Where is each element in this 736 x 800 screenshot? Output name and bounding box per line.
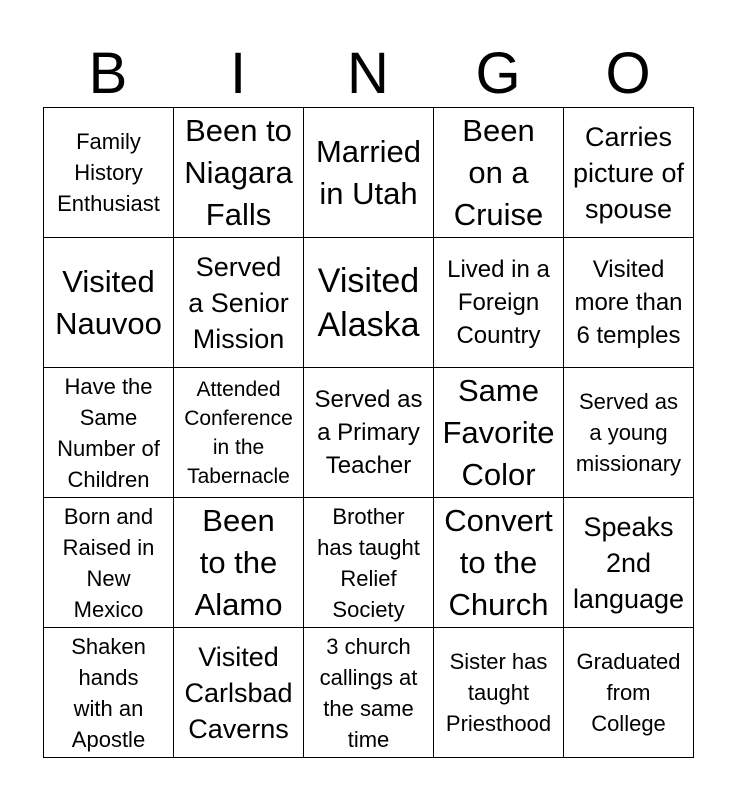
cell-text: Have the Same Number of Children [57,373,160,492]
grid-row [44,628,694,758]
bingo-cell[interactable] [174,628,304,758]
bingo-cell[interactable] [44,628,174,758]
bingo-cell[interactable] [304,108,434,238]
header-letter-i: I [229,41,247,106]
cell-text: Served as a Primary Teacher [314,386,423,479]
bingo-card-grid [43,107,694,758]
cell-text: Speaks 2nd language [572,511,685,614]
cell-text: Been on a Cruise [453,112,544,232]
cell-text: Visited Nauvoo [55,263,162,341]
bingo-header [43,40,693,108]
bingo-cell[interactable] [44,238,174,368]
grid-row [44,108,694,238]
header-letter-n: N [347,41,389,106]
bingo-cell[interactable] [304,238,434,368]
cell-text: Served as a young missionary [575,389,682,476]
bingo-cell[interactable] [174,498,304,628]
bingo-cell[interactable] [434,108,564,238]
cell-text: Served a Senior Mission [188,251,289,354]
header-letter-g: G [475,41,521,106]
bingo-cell[interactable] [174,368,304,498]
cell-text: Married in Utah [315,133,422,211]
cell-text: Carries picture of spouse [572,121,685,224]
bingo-cell[interactable] [174,238,304,368]
cell-text: Been to Niagara Falls [184,112,293,232]
cell-text: Born and Raised in New Mexico [62,503,155,622]
bingo-cell[interactable] [564,498,694,628]
cell-text: Been to the Alamo [194,502,283,622]
header-letter-o: O [605,41,651,106]
cell-text: Visited Alaska [317,261,420,344]
bingo-cell[interactable] [304,498,434,628]
bingo-cell[interactable] [564,628,694,758]
bingo-cell[interactable] [174,108,304,238]
bingo-cell[interactable] [44,498,174,628]
grid-row [44,238,694,368]
cell-text: Sister has taught Priesthood [445,649,552,736]
bingo-cell[interactable] [44,368,174,498]
cell-text: Visited Carlsbad Caverns [184,641,293,744]
bingo-cell[interactable] [564,368,694,498]
cell-text: Brother has taught Relief Society [317,503,420,622]
cell-text: 3 church callings at the same time [319,633,418,752]
header-letter-b: B [88,41,128,106]
bingo-cell[interactable] [44,108,174,238]
cell-text: Convert to the Church [444,502,553,622]
bingo-cell[interactable] [304,368,434,498]
bingo-cell[interactable] [564,108,694,238]
cell-text: Graduated from College [576,649,681,736]
cell-text: Visited more than 6 temples [574,256,683,349]
bingo-cell[interactable] [564,238,694,368]
cell-text: Attended Conference in the Tabernacle [184,377,293,488]
cell-text: Lived in a Foreign Country [447,256,550,349]
grid-row [44,368,694,498]
cell-text: Shaken hands with an Apostle [71,633,146,752]
bingo-cell[interactable] [434,368,564,498]
bingo-cell[interactable] [304,628,434,758]
bingo-cell[interactable] [434,628,564,758]
bingo-cell[interactable] [434,238,564,368]
cell-text: Family History Enthusiast [57,129,160,216]
cell-text: Same Favorite Color [442,372,555,492]
bingo-cell[interactable] [434,498,564,628]
grid-row [44,498,694,628]
